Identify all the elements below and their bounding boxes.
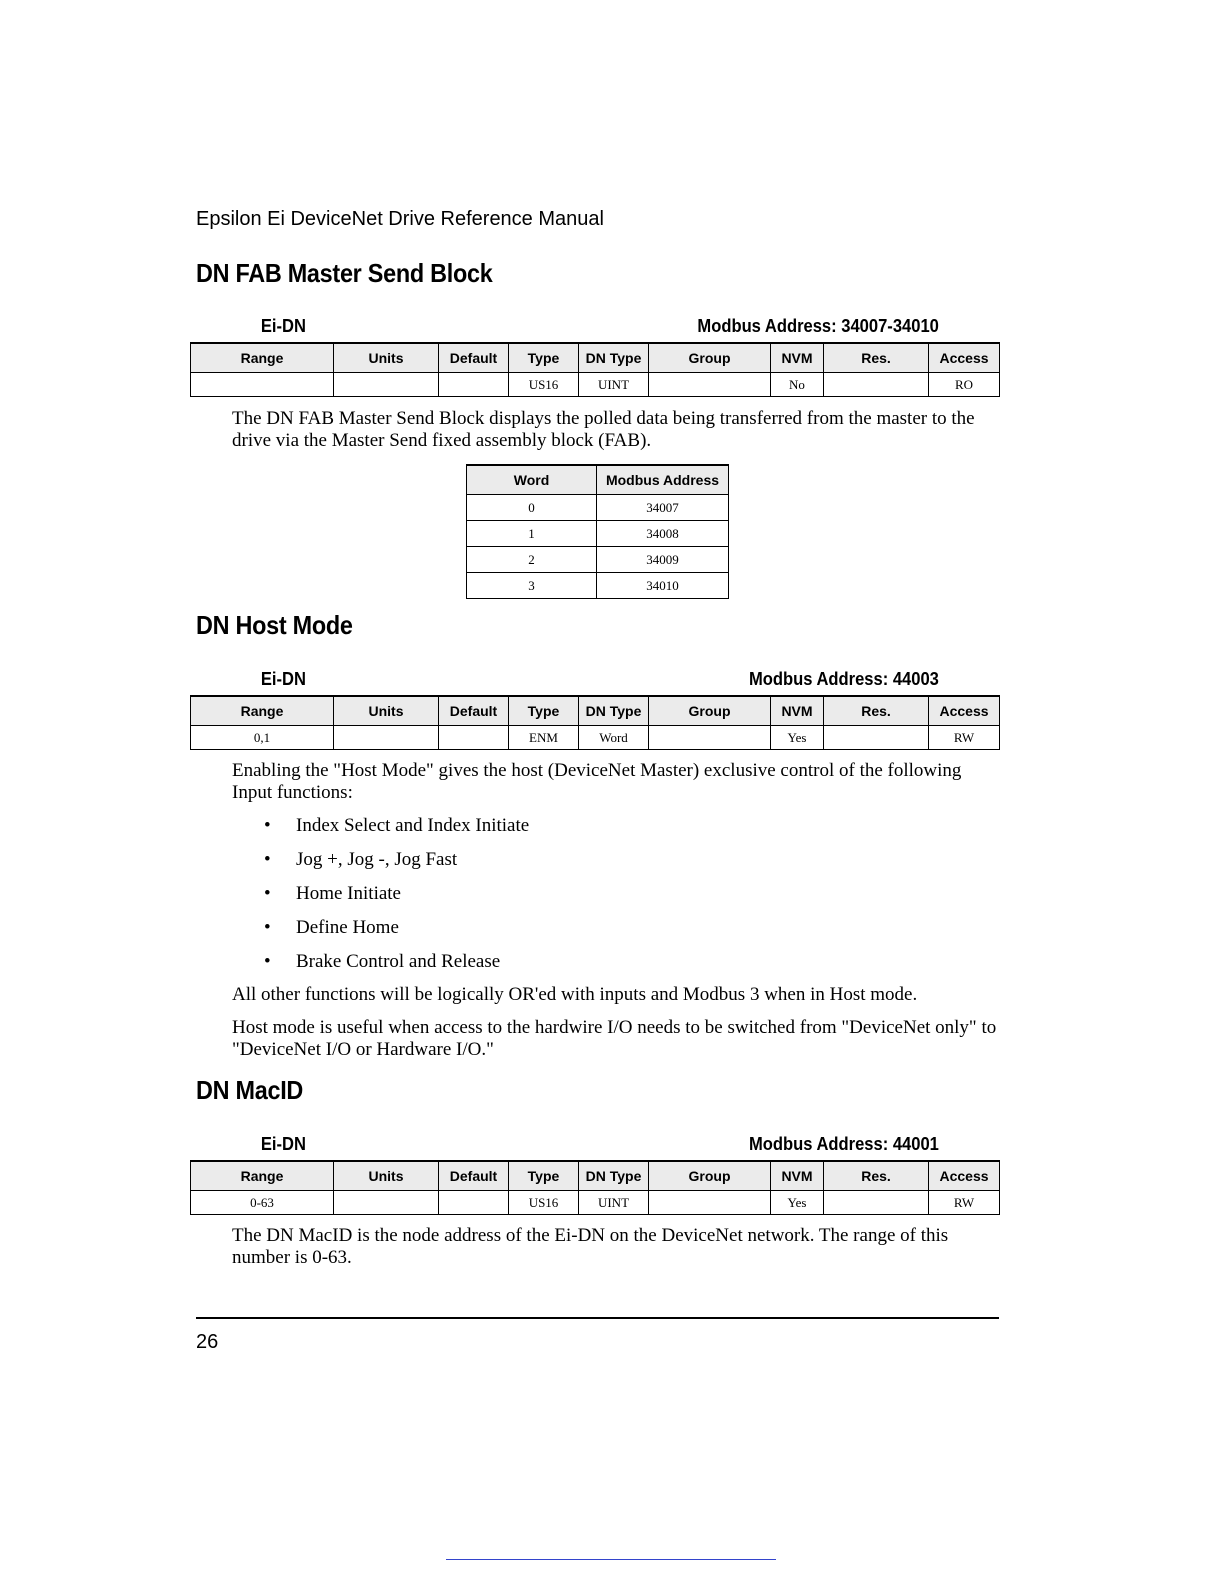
cell-res	[824, 1191, 929, 1215]
col-nvm: NVM	[771, 1161, 824, 1191]
col-access: Access	[929, 343, 1000, 373]
list-item: • Home Initiate	[264, 883, 401, 904]
param-table-macid	[190, 1160, 1000, 1215]
cell-range: 0-63	[191, 1191, 334, 1215]
list-item: • Index Select and Index Initiate	[264, 815, 530, 836]
cell-nvm: No	[771, 373, 824, 397]
list-item-label: Home Initiate	[296, 883, 401, 904]
page-number: 26	[196, 1331, 219, 1353]
description-macid: The DN MacID is the node address of the Ei-DN on the DeviceNet network. The range of this number is 0-63.	[232, 1225, 949, 1268]
col-group: Group	[649, 696, 771, 726]
col-dn-type: DN Type	[579, 1161, 649, 1191]
cell-range	[191, 373, 334, 397]
section-title-fab: DN FAB Master Send Block	[196, 258, 493, 288]
col-default: Default	[439, 1161, 509, 1191]
col-nvm: NVM	[771, 343, 824, 373]
col-type: Type	[509, 696, 579, 726]
col-modbus-address: Modbus Address	[597, 465, 729, 495]
param-table-host-mode	[190, 695, 1000, 750]
col-group: Group	[649, 343, 771, 373]
cell-units	[334, 726, 439, 750]
col-default: Default	[439, 696, 509, 726]
table-row	[191, 726, 1000, 750]
col-res: Res.	[824, 343, 929, 373]
cell-range: 0,1	[191, 726, 334, 750]
col-type: Type	[509, 343, 579, 373]
col-dn-type: DN Type	[579, 696, 649, 726]
cell-word: 1	[467, 521, 597, 547]
cell-group	[649, 726, 771, 750]
cell-default	[439, 726, 509, 750]
table-row	[467, 521, 729, 547]
table-header-row	[191, 696, 1000, 726]
col-range: Range	[191, 343, 334, 373]
table-header-row	[191, 343, 1000, 373]
cell-default	[439, 373, 509, 397]
list-item-label: Brake Control and Release	[296, 951, 501, 972]
description-fab: The DN FAB Master Send Block displays the polled data being transferred from the master to the drive via the Master Send fixed assembly block (FAB).	[232, 408, 975, 451]
table-header-row	[191, 1161, 1000, 1191]
cell-type: US16	[509, 1191, 579, 1215]
col-group: Group	[649, 1161, 771, 1191]
product-label: Ei-DN	[260, 316, 306, 336]
col-default: Default	[439, 343, 509, 373]
input-function-list	[264, 814, 529, 984]
cell-dn-type: UINT	[579, 373, 649, 397]
list-item-label: Define Home	[296, 917, 399, 938]
list-item: • Jog +, Jog -, Jog Fast	[264, 849, 458, 870]
cell-dn-type: UINT	[579, 1191, 649, 1215]
cell-access: RO	[929, 373, 1000, 397]
col-nvm: NVM	[771, 696, 824, 726]
modbus-address: Modbus Address: 34007-34010	[697, 316, 939, 336]
col-access: Access	[929, 696, 1000, 726]
col-units: Units	[334, 1161, 439, 1191]
col-access: Access	[929, 1161, 1000, 1191]
footer-divider	[196, 1317, 999, 1319]
cell-word: 2	[467, 547, 597, 573]
col-units: Units	[334, 696, 439, 726]
list-item-label: Jog +, Jog -, Jog Fast	[296, 849, 458, 870]
cell-access: RW	[929, 726, 1000, 750]
modbus-address: Modbus Address: 44001	[748, 1134, 939, 1154]
cell-res	[824, 373, 929, 397]
cell-type: ENM	[509, 726, 579, 750]
running-header: Epsilon Ei DeviceNet Drive Reference Manual	[196, 208, 604, 230]
cell-units	[334, 1191, 439, 1215]
cell-type: US16	[509, 373, 579, 397]
bottom-link-line[interactable]	[446, 1559, 776, 1560]
col-dn-type: DN Type	[579, 343, 649, 373]
col-range: Range	[191, 1161, 334, 1191]
col-type: Type	[509, 1161, 579, 1191]
param-table-fab	[190, 342, 1000, 397]
table-header-row	[467, 465, 729, 495]
note-host-mode-usage: Host mode is useful when access to the hardwire I/O needs to be switched from "DeviceNet only" to "DeviceNet I/O or Hardware I/O."	[232, 1017, 997, 1060]
product-label: Ei-DN	[260, 669, 306, 689]
cell-group	[649, 373, 771, 397]
section-title-host-mode: DN Host Mode	[196, 610, 353, 640]
description-host-mode: Enabling the "Host Mode" gives the host (DeviceNet Master) exclusive control of the following Input functions:	[232, 760, 962, 803]
cell-access: RW	[929, 1191, 1000, 1215]
table-row	[191, 373, 1000, 397]
col-res: Res.	[824, 696, 929, 726]
list-item-label: Index Select and Index Initiate	[296, 815, 530, 836]
table-row	[191, 1191, 1000, 1215]
cell-group	[649, 1191, 771, 1215]
table-row	[467, 547, 729, 573]
cell-units	[334, 373, 439, 397]
cell-address: 34008	[597, 521, 729, 547]
cell-res	[824, 726, 929, 750]
table-row	[467, 495, 729, 521]
list-item: • Define Home	[264, 917, 399, 938]
cell-dn-type: Word	[579, 726, 649, 750]
note-or-functions: All other functions will be logically OR'ed with inputs and Modbus 3 when in Host mode.	[232, 984, 918, 1005]
cell-address: 34010	[597, 573, 729, 599]
cell-nvm: Yes	[771, 1191, 824, 1215]
col-word: Word	[467, 465, 597, 495]
word-address-table	[466, 464, 729, 599]
col-range: Range	[191, 696, 334, 726]
cell-word: 3	[467, 573, 597, 599]
col-res: Res.	[824, 1161, 929, 1191]
cell-address: 34007	[597, 495, 729, 521]
cell-address: 34009	[597, 547, 729, 573]
section-title-macid: DN MacID	[196, 1075, 304, 1105]
list-item: • Brake Control and Release	[264, 951, 501, 972]
cell-default	[439, 1191, 509, 1215]
cell-nvm: Yes	[771, 726, 824, 750]
cell-word: 0	[467, 495, 597, 521]
product-label: Ei-DN	[260, 1134, 306, 1154]
table-row	[467, 573, 729, 599]
col-units: Units	[334, 343, 439, 373]
modbus-address: Modbus Address: 44003	[748, 669, 939, 689]
